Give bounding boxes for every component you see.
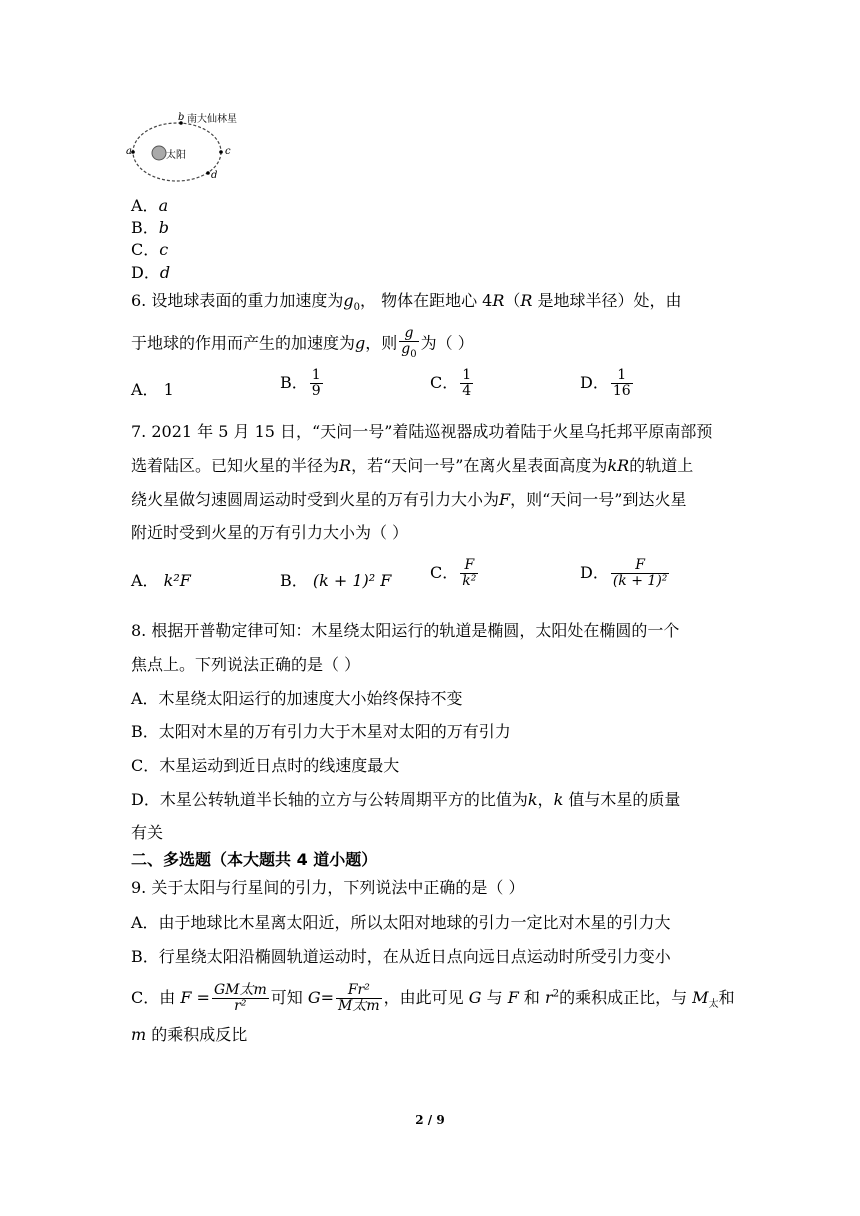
q6-line1: 6. 设地球表面的重力加速度为$g_0$， 物体在距地心 4R（R 是地球半径）处，由 xyxy=(131,291,682,314)
q6-option-b: B． $\frac{1}{9}$ xyxy=(280,367,321,399)
page-number: 2 / 9 xyxy=(415,1113,445,1127)
q8-option-a: A．木星绕太阳运行的加速度大小始终保持不变 xyxy=(131,689,463,708)
q5-option-d: D．d xyxy=(131,263,171,282)
q9-option-c-line2: m 的乘积成反比 xyxy=(131,1025,248,1044)
q6-option-a: A． 1 xyxy=(131,380,174,399)
q9-line1: 9. 关于太阳与行星间的引力，下列说法中正确的是（ ） xyxy=(131,878,525,897)
q9-option-a: A．由于地球比木星离太阳近，所以太阳对地球的引力一定比对木星的引力大 xyxy=(131,913,671,932)
point-d xyxy=(206,171,210,175)
q6-option-d: D． $\frac{1}{16}$ xyxy=(580,367,631,399)
q5-option-b: B．b xyxy=(131,218,170,237)
q7-option-b: B． (k + 1)² F xyxy=(280,571,392,590)
sun-icon xyxy=(152,146,166,160)
q8-option-c: C．木星运动到近日点时的线速度最大 xyxy=(131,756,400,775)
q7-option-a: A． k²F xyxy=(131,571,191,590)
star-label: 南大仙林星 xyxy=(187,114,237,125)
q9-option-c: C．由 F = $\frac{\text{GM太m}}{\text{r²}}$ 可知 G= $\frac{\text{Fr²}}{\text{M太m}}$ ，由此可见 G 与 F 和 $r^2$的乘积成正比，与 $M_太$和 xyxy=(131,982,735,1014)
q9-option-b: B．行星绕太阳沿椭圆轨道运动时，在从近日点向远日点运动时所受引力变小 xyxy=(131,947,671,966)
q8-line1: 8. 根据开普勒定律可知：木星绕太阳运行的轨道是椭圆，太阳处在椭圆的一个 xyxy=(131,621,680,640)
section-title: 二、多选题（本大题共 4 道小题） xyxy=(131,850,378,869)
q7-option-c: C． $\frac{F}{\text{k²}}$ xyxy=(430,557,477,589)
q5-option-c: C．c xyxy=(131,240,169,259)
point-c xyxy=(219,150,223,154)
label-b: b xyxy=(178,112,185,123)
q7-line1: 7. 2021 年 5 月 15 日，“天问一号”着陆巡视器成功着陆于火星乌托邦平原南部预 xyxy=(131,422,713,441)
label-d: d xyxy=(211,170,218,181)
sun-label: 太阳 xyxy=(166,150,186,161)
q6-line2: 于地球的作用而产生的加速度为g，则 $\frac{g}{g_0}$ 为（ ） xyxy=(131,325,474,360)
label-c: c xyxy=(225,146,231,157)
fraction-g-over-g0: $\frac{g}{g_0}$ xyxy=(401,325,417,360)
q8-option-d: D．木星公转轨道半长轴的立方与公转周期平方的比值为k，k 值与木星的质量 xyxy=(131,790,681,809)
q8-option-d-line2: 有关 xyxy=(131,823,164,842)
q5-option-a: A．a xyxy=(131,196,169,215)
q7-line4: 附近时受到火星的万有引力大小为（ ） xyxy=(131,523,409,542)
q7-line2: 选着陆区。已知火星的半径为R，若“天问一号”在离火星表面高度为kR的轨道上 xyxy=(131,456,694,475)
label-a: a xyxy=(126,146,132,157)
q8-line2: 焦点上。下列说法正确的是（ ） xyxy=(131,655,361,674)
q7-line3: 绕火星做匀速圆周运动时受到火星的万有引力大小为F，则“天问一号”到达火星 xyxy=(131,490,687,509)
q8-option-b: B．太阳对木星的万有引力大于木星对太阳的万有引力 xyxy=(131,722,511,741)
q7-option-d: D． $\frac{F}{\text{(k + 1)²}}$ xyxy=(580,557,668,589)
q6-option-c: C． $\frac{1}{4}$ xyxy=(430,367,472,399)
